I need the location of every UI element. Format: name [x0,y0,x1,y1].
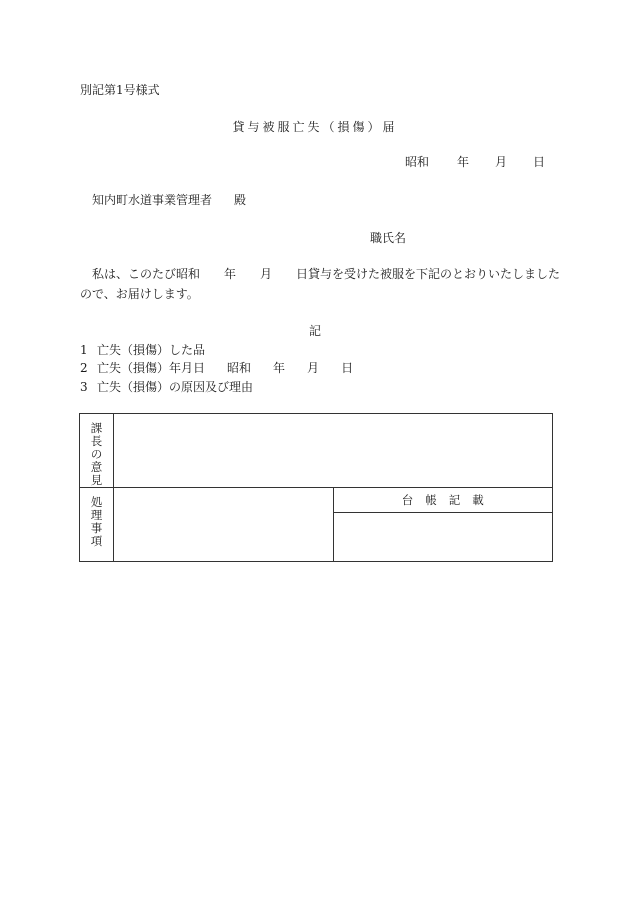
item-month: 月 [307,361,320,375]
addressee-honorific: 殿 [234,193,247,207]
date-year: 年 [457,155,470,169]
submission-date [405,156,545,168]
list-item [80,344,205,356]
form-number-label: 別記第1号様式 [80,83,160,97]
item-era: 昭和 [227,361,252,375]
item-text: 亡失（損傷）年月日 [97,361,206,375]
processing-label: 処 理 事 項 [90,495,103,548]
statement-year: 年 [224,267,237,281]
ledger-header: 台帳記載 [334,488,553,513]
ledger-field[interactable] [334,513,553,561]
ledger-cell [333,488,553,562]
statement-line-2: ので、お届けします。 [80,287,199,301]
date-month: 月 [495,155,508,169]
item-number: 3 [80,380,88,394]
item-number: 2 [80,361,88,375]
item-text: 亡失（損傷）の原因及び理由 [97,380,254,394]
manager-opinion-label: 課 長 の 意 見 [90,421,103,487]
date-era: 昭和 [405,155,430,169]
list-item [80,362,353,374]
date-day: 日 [533,155,546,169]
statement-rest: 日貸与を受けた被服を下記のとおりいたしました [296,267,561,281]
signer-label: 職氏名 [370,231,407,245]
document-title: 貸与被服亡失（損傷）届 [232,120,398,134]
processing-label-cell [80,488,114,562]
item-number: 1 [80,343,88,357]
approval-table [79,413,553,562]
manager-opinion-field[interactable] [114,414,553,488]
statement-intro: 私は、このたび昭和 [92,267,201,281]
addressee-name: 知内町水道事業管理者 [92,193,213,207]
processing-field[interactable] [114,488,334,562]
manager-opinion-label-cell [80,414,114,488]
ki-heading: 記 [308,324,321,338]
statement-line-1 [92,268,560,280]
statement-month: 月 [260,267,273,281]
item-day: 日 [341,361,354,375]
item-text: 亡失（損傷）した品 [97,343,206,357]
list-item [80,381,253,393]
addressee [92,194,246,206]
item-year: 年 [273,361,286,375]
